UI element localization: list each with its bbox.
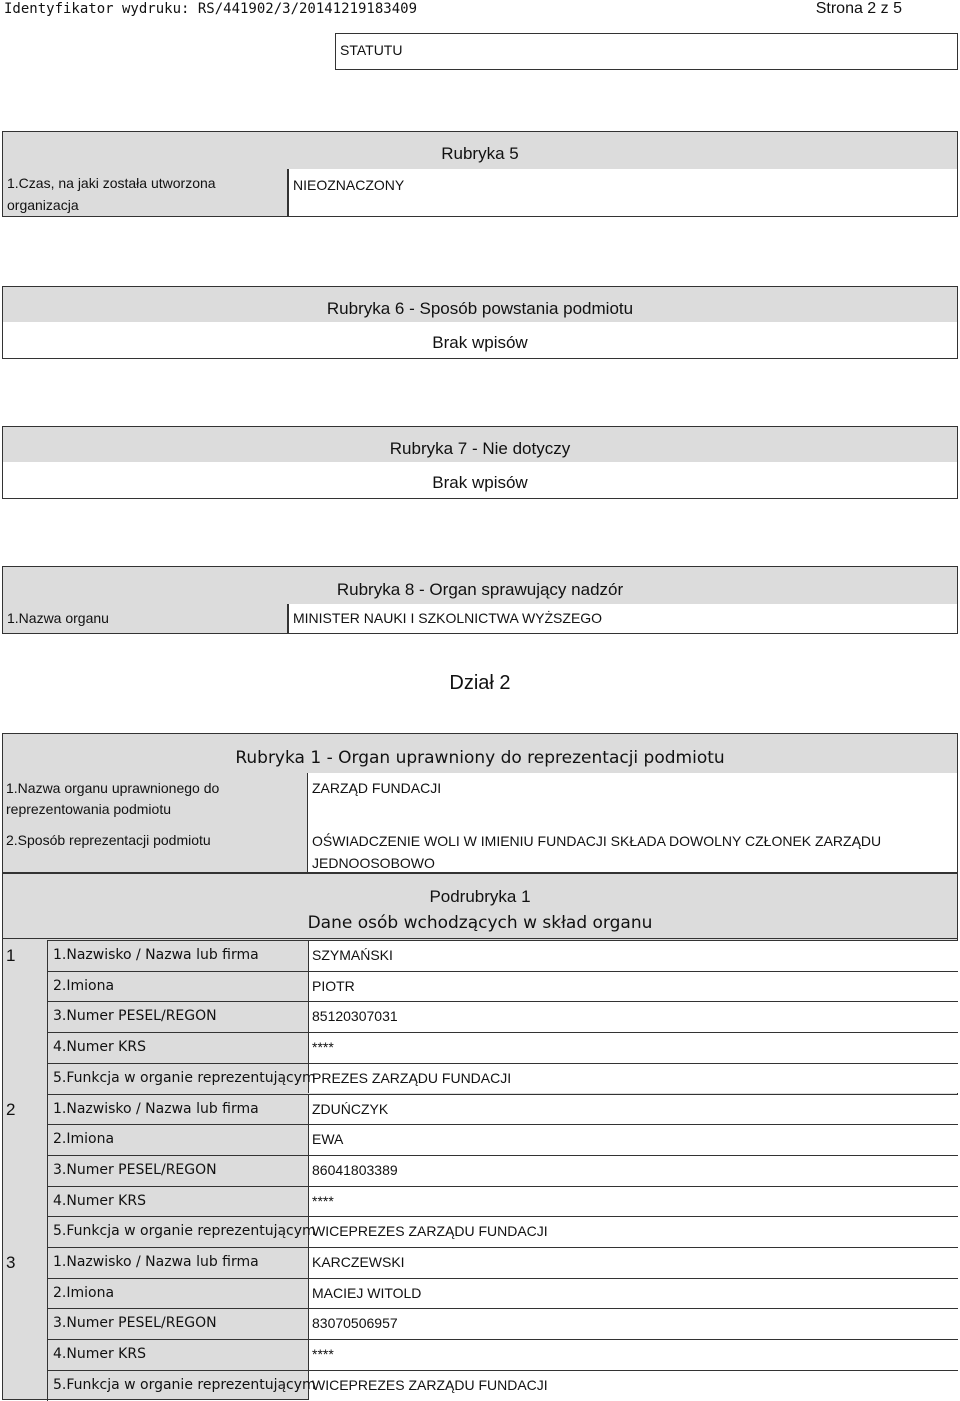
person-label-function: 5.Funkcja w organie reprezentującym [53,1376,316,1393]
person-value-cell-pesel [308,1308,958,1339]
person-label-names: 2.Imiona [53,1284,115,1301]
person-number: 2 [6,1099,16,1119]
person-value-pesel: 86041803389 [312,1161,398,1178]
person-value-pesel: 85120307031 [312,1008,398,1025]
statute-box: STATUTU [335,33,958,70]
person-value-cell-surname [308,1094,958,1125]
person-value-names: EWA [312,1131,344,1148]
person-value-cell-krs [308,1339,958,1370]
rubryka7-value: Brak wpisów [2,462,958,499]
person-value-surname: SZYMAŃSKI [312,947,393,963]
person-label-pesel: 3.Numer PESEL/REGON [53,1315,217,1332]
person-label-function: 5.Funkcja w organie reprezentującym [53,1223,316,1240]
person-value-cell-surname [308,1247,958,1278]
print-identifier: Identyfikator wydruku: RS/441902/3/20141219183409 [4,1,418,17]
person-value-names: MACIEJ WITOLD [312,1284,422,1301]
rubryka8-value: MINISTER NAUKI I SZKOLNICTWA WYŻSZEGO [288,604,958,634]
rubryka8-label: 1.Nazwa organu [2,604,288,634]
person-label-krs: 4.Numer KRS [53,1346,146,1363]
person-label-surname: 1.Nazwisko / Nazwa lub firma [53,1254,259,1270]
person-value-surname: KARCZEWSKI [312,1254,405,1270]
person-label-function: 5.Funkcja w organie reprezentującym [53,1069,316,1086]
person-label-names: 2.Imiona [53,1131,115,1148]
person-value-pesel: 83070506957 [312,1315,398,1332]
person-value-cell-names [308,1124,958,1155]
person-label-surname: 1.Nazwisko / Nazwa lub firma [53,1100,259,1117]
page-number: Strona 2 z 5 [815,0,902,17]
rubryka6-value: Brak wpisów [2,322,958,359]
person-value-function: PREZES ZARZĄDU FUNDACJI [312,1069,512,1086]
rubryka5-label: 1.Czas, na jaki została utworzona organizacja [2,169,288,217]
person-value-cell-krs [308,1032,958,1063]
person-value-function: WICEPREZES ZARZĄDU FUNDACJI [312,1376,548,1393]
person-value-krs: **** [312,1346,334,1363]
person-value-cell-pesel [308,1001,958,1032]
person-label-krs: 4.Numer KRS [53,1192,146,1209]
person-value-surname: ZDUŃCZYK [312,1100,389,1117]
organ-label: 1.Nazwa organu uprawnionego do reprezentowania podmiotu [6,780,220,817]
person-label-names: 2.Imiona [53,977,115,994]
rubryka8-title: Rubryka 8 - Organ sprawujący nadzór [2,566,958,605]
person-value-names: PIOTR [312,977,355,994]
sposob-label: 2.Sposób reprezentacji podmiotu [6,832,211,848]
person-label-pesel: 3.Numer PESEL/REGON [53,1161,217,1178]
sposob-value: OŚWIADCZENIE WOLI W IMIENIU FUNDACJI SKŁADA DOWOLNY CZŁONEK ZARZĄDU JEDNOOSOBOWO [312,833,882,871]
rubryka1-title: Rubryka 1 - Organ uprawniony do reprezentacji podmiotu [2,733,958,774]
person-label-krs: 4.Numer KRS [53,1039,146,1056]
person-value-cell-names [308,971,958,1002]
rubryka6-title: Rubryka 6 - Sposób powstania podmiotu [2,286,958,323]
person-value-function: WICEPREZES ZARZĄDU FUNDACJI [312,1223,548,1240]
person-value-cell-pesel [308,1155,958,1186]
person-number: 1 [6,946,16,965]
person-value-krs: **** [312,1192,334,1209]
organ-value: ZARZĄD FUNDACJI [312,780,442,796]
rubryka7-title: Rubryka 7 - Nie dotyczy [2,426,958,463]
person-label-surname: 1.Nazwisko / Nazwa lub firma [53,947,259,963]
podrubryka-subtitle: Dane osób wchodzących w skład organu [307,913,653,933]
rubryka5-value: NIEOZNACZONY [288,169,958,217]
person-value-krs: **** [312,1039,334,1056]
section-title: Dział 2 [449,672,511,694]
person-number: 3 [6,1253,16,1272]
podrubryka-title: Podrubryka 1 [429,887,531,906]
person-value-cell-surname [308,940,958,971]
person-value-cell-krs [308,1186,958,1217]
person-label-pesel: 3.Numer PESEL/REGON [53,1008,217,1025]
rubryka5-title: Rubryka 5 [2,131,958,170]
